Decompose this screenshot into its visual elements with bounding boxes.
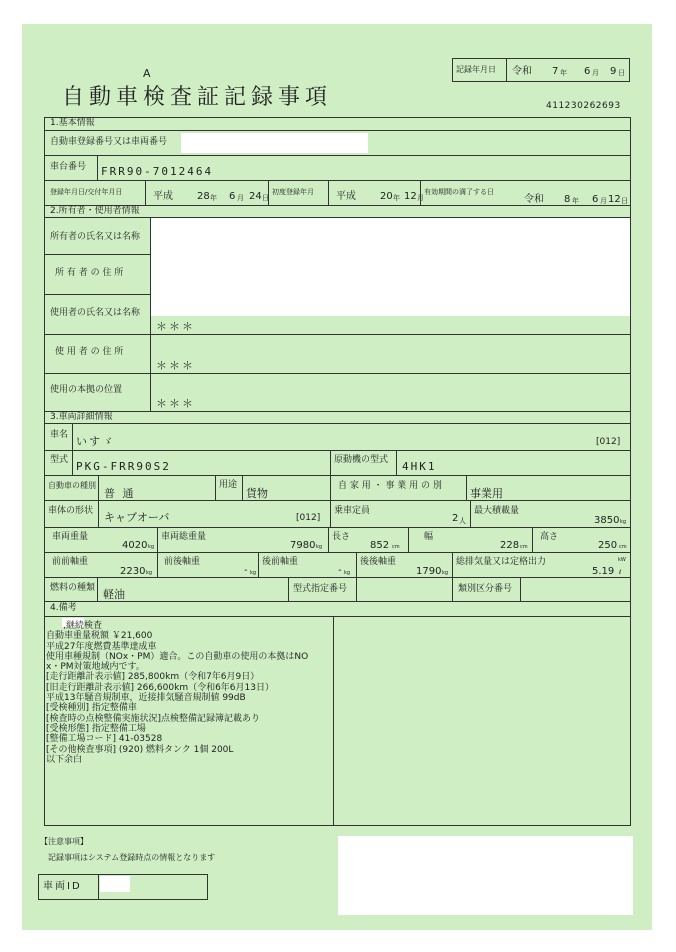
document-title: 自動車検査証記録事項 (62, 85, 333, 110)
user-address-value: ＊＊＊ (156, 359, 195, 372)
owner-name-label: 所有者の氏名又は名称 (50, 232, 141, 242)
section-owner-title: 2.所有者・使用者情報 (50, 206, 140, 216)
rear-rear-axle-value: 1790 (416, 566, 442, 577)
vehicle-weight-value: 4020 (122, 540, 148, 551)
width-value: 228 (500, 540, 520, 551)
vehicle-weight-unit: kg (148, 544, 155, 550)
base-location-label: 使用の本拠の位置 (50, 385, 123, 395)
chassis-number-label: 車台番号 (50, 162, 87, 172)
rear-rear-axle-label: 後後軸重 (360, 557, 397, 567)
registration-date-label: 登録年月日/交付年月日 (50, 188, 123, 196)
owner-address-label: 所 有 者 の 住 所 (55, 268, 124, 278)
model-label: 型式 (50, 455, 69, 465)
height-unit: cm (619, 544, 627, 550)
private-business-label: 自 家 用 ・ 事 業 用 の 別 (338, 481, 442, 491)
gross-weight-value: 7980 (290, 540, 316, 551)
user-address-label: 使 用 者 の 住 所 (55, 347, 124, 357)
section-vehicle-title: 3.車両詳細情報 (50, 412, 113, 422)
max-load-value: 3850 (594, 515, 620, 526)
notes-text: 記録事項はシステム登録時点の情報となります (48, 853, 216, 862)
fuel-type-label: 燃料の種類 (50, 583, 96, 593)
displacement-unit: ℓ (619, 569, 622, 576)
section-basic-title: 1.基本情報 (50, 118, 95, 128)
vehicle-kind-label: 自動車の種別 (48, 481, 96, 490)
make-value: いすゞ (76, 435, 115, 448)
fuel-type-value: 軽油 (103, 588, 125, 601)
displacement-value: 5.19 (592, 566, 615, 577)
make-label: 車名 (50, 430, 69, 440)
rear-front-axle-unit: kg (344, 570, 351, 576)
capacity-unit: 人 (459, 517, 466, 525)
user-name-label: 使用者の氏名又は名称 (50, 308, 141, 318)
front-rear-axle-label: 前後軸重 (164, 557, 201, 567)
remarks-text: ,継続検査 自動車重量税額 ￥21,600 平成27年度燃費基準達成車 使用車種規制（NOx・PM）適合。この自動車の使用の本拠はNO x・PM対策地域内です。 [走行距離計表示値] 285,800km（令和7年6月9日） [旧走行距離計表示値] 266,600km（令和6年6月13日） 平成13年騒音規制車，近接排気騒音規制値 99dB [受検種別] 指定整備車 [検査時の点検整備実施状況]点検整備記録簿記載あり [受検形態] 指定整備工場 [整備工場コード] 41-03528 [その他検査事項] (920) 燃料タンク 1個 200L 以下余白 (46, 621, 309, 765)
rear-front-axle-label: 後前軸重 (262, 557, 299, 567)
vehicle-weight-label: 車両重量 (52, 532, 89, 542)
vehicle-id-label: 車両ID (43, 881, 82, 892)
body-shape-label: 車体の形状 (48, 506, 94, 516)
base-location-value: ＊＊＊ (156, 397, 195, 410)
rear-rear-axle-unit: kg (442, 570, 449, 576)
expiry-date-label: 有効期間の満了する日 (424, 188, 494, 196)
engine-model-value: 4HK1 (402, 460, 437, 473)
length-value: 852 (370, 540, 390, 551)
make-code: [012] (596, 437, 621, 447)
height-label: 高さ (540, 532, 559, 542)
type-designation-label: 型式指定番号 (293, 584, 348, 594)
use-label: 用途 (219, 480, 238, 490)
gross-weight-unit: kg (316, 544, 323, 550)
chassis-number-value: FRR90-7012464 (101, 165, 214, 178)
vehicle-kind-value: 普 通 (104, 487, 136, 500)
model-value: PKG-FRR90S2 (76, 460, 171, 473)
height-value: 250 (598, 540, 618, 551)
width-label: 幅 (424, 532, 434, 542)
body-shape-value: キャブオーバ (104, 511, 170, 524)
document-number: 411230262693 (546, 101, 621, 111)
record-date-label: 記録年月日 (456, 65, 496, 74)
length-label: 長さ (332, 532, 351, 542)
registration-number-label: 自動車登録番号又は車両番号 (50, 137, 168, 147)
front-rear-axle-unit: kg (250, 570, 257, 576)
first-registration-label: 初度登録年月 (272, 188, 314, 196)
owner-info-redacted (151, 218, 630, 316)
private-business-value: 事業用 (470, 487, 503, 500)
page-mark: A (143, 67, 151, 80)
capacity-label: 乗車定員 (334, 506, 371, 516)
stamp-area-redacted (338, 836, 633, 915)
front-front-axle-value: 2230 (120, 566, 146, 577)
class-number-label: 類別区分番号 (458, 584, 513, 594)
max-load-label: 最大積載量 (474, 506, 520, 516)
vehicle-id-redacted (100, 876, 130, 892)
front-front-axle-unit: kg (146, 570, 153, 576)
section-remarks-title: 4.備考 (50, 603, 77, 613)
displacement-unit-kw: kW (618, 557, 626, 563)
width-unit: cm (520, 544, 528, 550)
length-unit: cm (392, 544, 400, 550)
gross-weight-label: 車両総重量 (161, 532, 207, 542)
user-name-value: ＊＊＊ (156, 320, 195, 333)
body-shape-code: [012] (296, 513, 321, 523)
front-front-axle-label: 前前軸重 (52, 557, 89, 567)
registration-number-redacted (181, 133, 368, 153)
notes-title: 【注意事項】 (40, 837, 88, 846)
engine-model-label: 原動機の型式 (334, 455, 389, 465)
rear-front-axle-value: - (338, 565, 342, 576)
max-load-unit: kg (620, 519, 627, 525)
capacity-value: 2 (452, 513, 459, 524)
front-rear-axle-value: - (244, 565, 248, 576)
displacement-label: 総排気量又は定格出力 (456, 557, 547, 567)
use-value: 貨物 (246, 487, 268, 500)
